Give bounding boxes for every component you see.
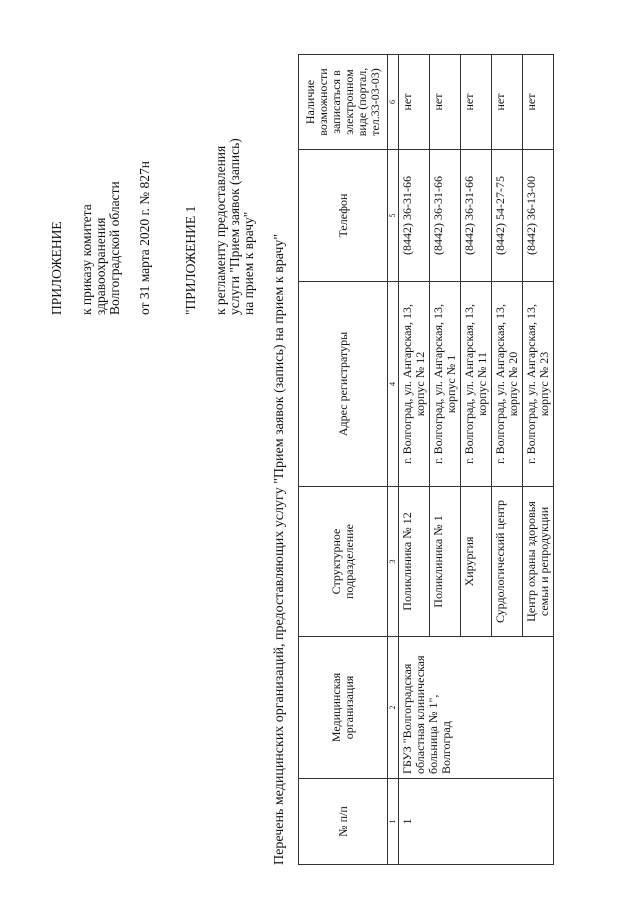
annex-line: услуги "Прием заявок (запись) [227, 138, 242, 315]
online-cell: нет [399, 55, 430, 150]
annex-line: к регламенту предоставления [213, 145, 228, 315]
online-cell: нет [523, 55, 554, 150]
column-number: 3 [388, 487, 399, 637]
unit-cell: Хирургия [461, 487, 492, 637]
column-numbers-row [388, 55, 399, 865]
organizations-table [298, 54, 554, 865]
document-header [50, 15, 256, 315]
unit-cell: Поликлиника № 1 [430, 487, 461, 637]
phone-cell: (8442) 36-31-66 [461, 150, 492, 282]
address-cell: г. Волгоград, ул. Ангарская, 13, корпус № 1 [430, 282, 461, 487]
address-cell: г. Волгоград, ул. Ангарская, 13, корпус № 23 [523, 282, 554, 487]
column-header-online: Наличие возможности записаться в электронном виде (портал, тел.33-03-03) [299, 55, 388, 150]
online-cell: нет [492, 55, 523, 150]
header-line: здравоохранения [93, 217, 108, 315]
column-header-phone: Телефон [299, 150, 388, 282]
organization-name: ГБУЗ "Волгоградская областная клиническая больница № 1", Волгоград [399, 637, 554, 779]
list-title: Перечень медицинских организаций, предоставляющих услугу "Прием заявок (запись) на прием к врачу" [272, 233, 287, 865]
address-cell: г. Волгоград, ул. Ангарская, 13, корпус № 12 [399, 282, 430, 487]
header-line: Волгоградской области [107, 181, 122, 315]
online-cell: нет [461, 55, 492, 150]
column-number: 5 [388, 150, 399, 282]
header-date: от 31 марта 2020 г. № 827н [137, 160, 152, 315]
phone-cell: (8442) 36-31-66 [430, 150, 461, 282]
column-header-unit: Структурное подразделение [299, 487, 388, 637]
online-cell: нет [430, 55, 461, 150]
table-row [399, 55, 430, 865]
phone-cell: (8442) 36-13-00 [523, 150, 554, 282]
header-line: к приказу комитета [79, 204, 94, 315]
column-header-number: № п/п [299, 779, 388, 865]
annex-line: на прием к врачу" [241, 211, 256, 315]
header-title: ПРИЛОЖЕНИЕ [49, 221, 64, 315]
column-number: 4 [388, 282, 399, 487]
column-number: 1 [388, 779, 399, 865]
phone-cell: (8442) 36-31-66 [399, 150, 430, 282]
column-number: 2 [388, 637, 399, 779]
row-number: 1 [399, 779, 554, 865]
unit-cell: Центр охраны здоровья семьи и репродукции [523, 487, 554, 637]
phone-cell: (8442) 54-27-75 [492, 150, 523, 282]
column-header-organization: Медицинская организация [299, 637, 388, 779]
address-cell: г. Волгоград, ул. Ангарская, 13, корпус № 11 [461, 282, 492, 487]
column-header-address: Адрес регистратуры [299, 282, 388, 487]
annex-title: "ПРИЛОЖЕНИЕ 1 [183, 205, 198, 315]
unit-cell: Поликлиника № 12 [399, 487, 430, 637]
address-cell: г. Волгоград, ул. Ангарская, 13, корпус № 20 [492, 282, 523, 487]
column-number: 6 [388, 55, 399, 150]
table-header-row [299, 55, 388, 865]
unit-cell: Сурдологический центр [492, 487, 523, 637]
